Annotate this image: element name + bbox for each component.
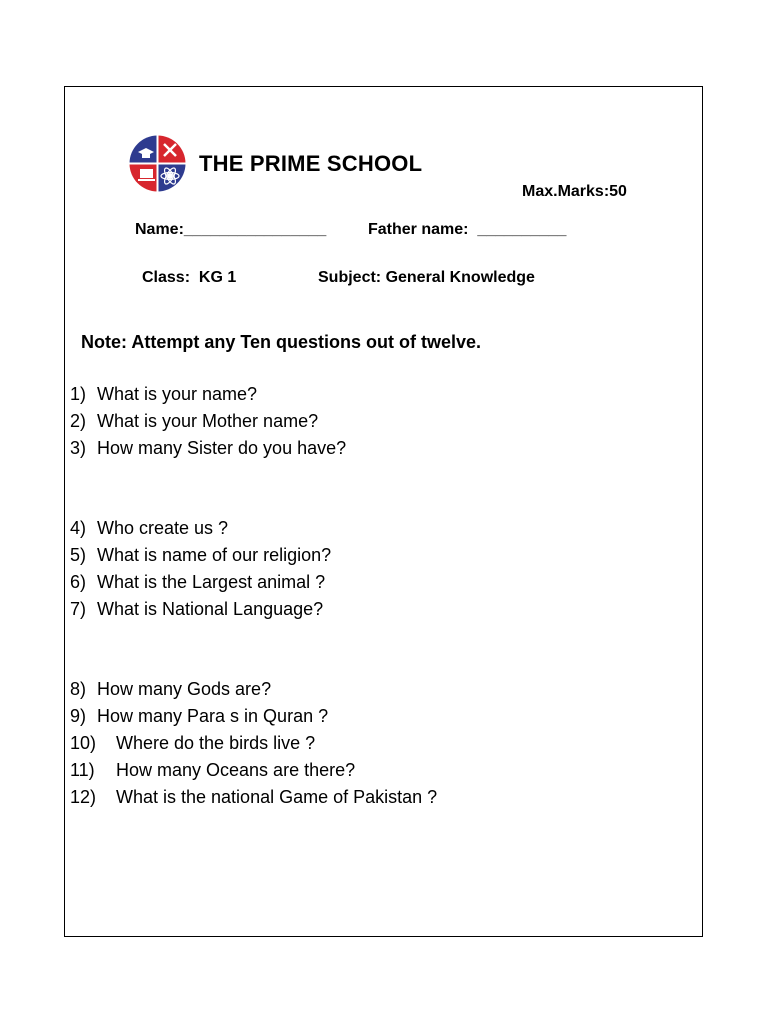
question-number: 2): [70, 411, 87, 431]
worksheet-border: [64, 86, 703, 937]
question-item: [70, 518, 229, 539]
question-text: How many Gods are?: [97, 679, 272, 699]
question-item: [70, 411, 319, 432]
question-item: [70, 599, 324, 620]
question-text: How many Sister do you have?: [97, 438, 347, 458]
question-text: What is your name?: [97, 384, 258, 404]
question-number: 4): [70, 518, 87, 538]
max-marks: Max.Marks:50: [522, 183, 627, 200]
question-number: 8): [70, 679, 87, 699]
school-title: THE PRIME SCHOOL: [199, 151, 423, 176]
question-text: What is National Language?: [97, 599, 324, 619]
question-item: [70, 384, 258, 405]
class-field: Class: KG 1: [142, 269, 237, 286]
student-name-field: Name:________________: [135, 221, 327, 238]
school-logo-icon: [129, 135, 186, 192]
question-item: [70, 787, 438, 808]
question-item: [70, 679, 272, 700]
question-number: 5): [70, 545, 87, 565]
question-number: 1): [70, 384, 87, 404]
subject-field: Subject: General Knowledge: [318, 269, 535, 286]
question-text: What is name of our religion?: [97, 545, 332, 565]
question-number: 10): [70, 733, 97, 753]
question-item: [70, 438, 347, 459]
question-item: [70, 545, 332, 566]
question-text: What is your Mother name?: [97, 411, 319, 431]
question-number: 6): [70, 572, 87, 592]
question-number: 3): [70, 438, 87, 458]
question-item: [70, 706, 329, 727]
question-text: What is the national Game of Pakistan ?: [116, 787, 438, 807]
question-item: [70, 733, 316, 754]
question-text: What is the Largest animal ?: [97, 572, 326, 592]
question-number: 12): [70, 787, 97, 807]
question-text: Who create us ?: [97, 518, 229, 538]
question-number: 11): [70, 760, 95, 780]
question-number: 9): [70, 706, 87, 726]
question-text: How many Oceans are there?: [116, 760, 356, 780]
father-name-field: Father name: __________: [368, 221, 567, 238]
question-item: [70, 572, 326, 593]
instruction-note: Note: Attempt any Ten questions out of twelve.: [81, 332, 482, 352]
question-item: [70, 760, 356, 781]
question-text: How many Para s in Quran ?: [97, 706, 329, 726]
question-text: Where do the birds live ?: [116, 733, 316, 753]
question-number: 7): [70, 599, 87, 619]
